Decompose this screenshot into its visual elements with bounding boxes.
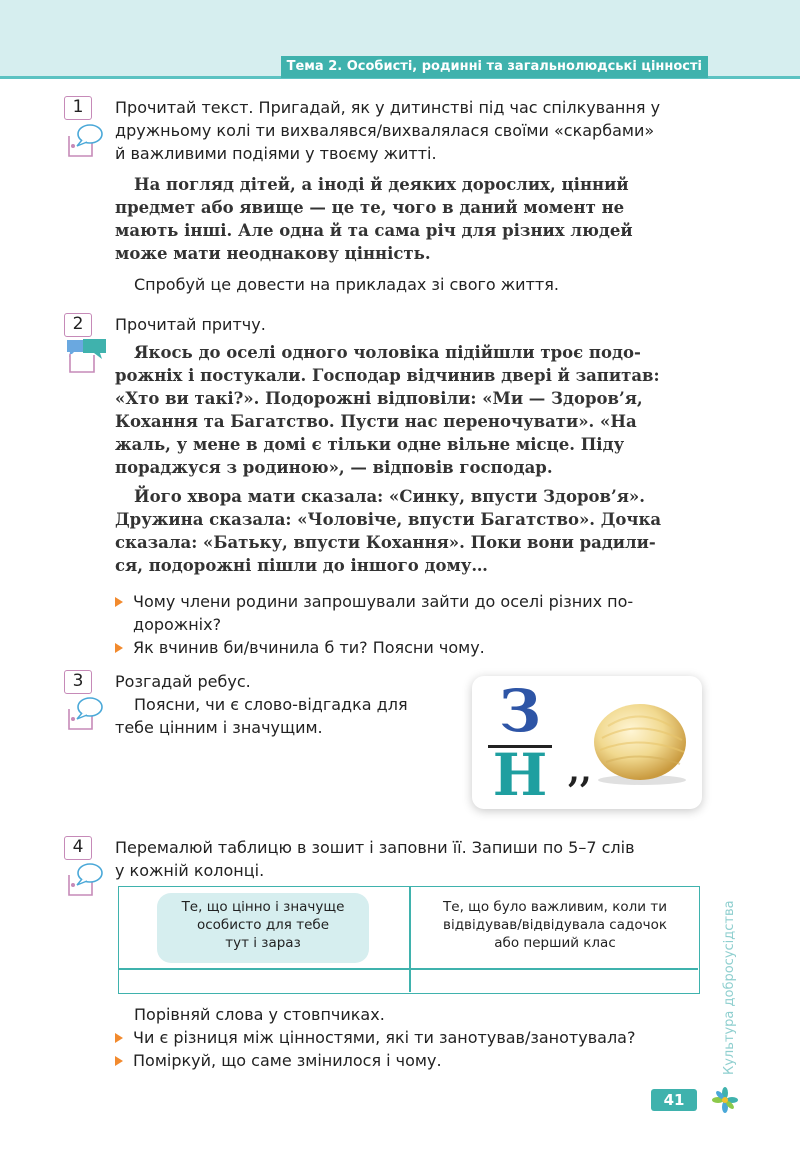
column-1-header-line: особисто для тебе (196, 917, 330, 933)
reading-line: може мати неоднакову цінність. (115, 244, 431, 263)
task-1-line: Прочитай текст. Пригадай, як у дитинстві під час спілкування у (115, 98, 661, 117)
parable-line: ся, подорожні пішли до іншого дому… (115, 556, 488, 575)
parable-line: сказала: «Батьку, впусти Кохання». Поки вони радили- (115, 533, 656, 552)
column-2-header-line: відвідував/відвідувала садочок (443, 917, 667, 933)
side-section-label: Культура добросусідства (722, 900, 737, 1075)
task-4-line: Перемалюй таблицю в зошит і заповни її. Запиши по 5–7 слів (115, 838, 635, 857)
task-1-line: дружньому колі ти вихвалявся/вихвалялася своїми «скарбами» (115, 121, 655, 140)
bullet-arrow (115, 1056, 123, 1066)
speech-bubble-icon (66, 695, 106, 733)
rebus-top-letter: З (499, 677, 541, 745)
bullet-arrow (115, 643, 123, 653)
task-2-number: 2 (64, 313, 92, 337)
task-4-line: у кожній колонці. (115, 861, 265, 880)
page-number: 41 (651, 1089, 697, 1111)
reading-line: предмет або явище — це те, чого в даний момент не (115, 198, 625, 217)
task-2-question: Чому члени родини запрошували зайти до оселі різних по- (133, 592, 634, 611)
task-1-after: Спробуй це довести на прикладах зі свого життя. (134, 275, 559, 294)
rebus-commas: ,, (568, 751, 592, 791)
table-column-divider (409, 887, 411, 992)
parable-line: жаль, у мене в домі є тільки одне вільне місце. Піду (115, 435, 625, 454)
rebus-bottom-letter: Н (492, 741, 548, 809)
reading-line: мають інші. Але одна й та сама річ для різних людей (115, 221, 633, 240)
task-4-compare: Порівняй слова у стовпчиках. (134, 1005, 385, 1024)
reading-line: На погляд дітей, а іноді й деяких дорослих, цінний (134, 175, 629, 194)
task-3-line: Розгадай ребус. (115, 672, 251, 691)
dialogue-bubbles-icon (66, 338, 108, 374)
bullet-arrow (115, 1033, 123, 1043)
task-4-question: Чи є різниця між цінностями, які ти занотував/занотувала? (133, 1028, 636, 1047)
parable-line: «Хто ви такі?». Подорожні відповіли: «Ми — Здоров’я, (115, 389, 643, 408)
parable-line: Кохання та Багатство. Пусти нас переночувати». «На (115, 412, 637, 431)
task-2-question: Як вчинив би/вчинила б ти? Поясни чому. (133, 638, 485, 657)
task-3-line: Поясни, чи є слово-відгадка для (134, 695, 408, 714)
column-2-header-line: Те, що було важливим, коли ти (443, 899, 667, 915)
task-2-question: дорожніх? (133, 615, 222, 634)
speech-bubble-icon (66, 122, 106, 160)
flower-icon (712, 1087, 738, 1113)
column-1-header-line: тут і зараз (225, 935, 301, 951)
task-3-line: тебе цінним і значущим. (115, 718, 323, 737)
column-1-header-line: Те, що цінно і значуще (181, 899, 345, 915)
table-row-divider (119, 968, 698, 970)
task-1-number: 1 (64, 96, 92, 120)
rebus-card (472, 676, 702, 809)
speech-bubble-icon (66, 861, 106, 899)
parable-line: пораджуся з родиною», — відповів господар. (115, 458, 553, 477)
values-table (118, 886, 700, 994)
task-2-intro: Прочитай притчу. (115, 315, 266, 334)
task-4-number: 4 (64, 836, 92, 860)
task-4-question: Поміркуй, що саме змінилося і чому. (133, 1051, 442, 1070)
parable-line: рожніх і постукали. Господар відчинив двері й запитав: (115, 366, 660, 385)
task-3-number: 3 (64, 670, 92, 694)
column-2-header-line: або перший клас (494, 935, 616, 951)
melon-image (590, 698, 690, 788)
parable-line: Дружина сказала: «Чоловіче, впусти Багатство». Дочка (115, 510, 662, 529)
parable-line: Його хвора мати сказала: «Синку, впусти Здоров’я». (134, 487, 645, 506)
parable-line: Якось до оселі одного чоловіка підійшли троє подо- (134, 343, 641, 362)
task-1-line: й важливими подіями у твоєму житті. (115, 144, 437, 163)
topic-label: Тема 2. Особисті, родинні та загальнолюдські цінності (281, 56, 708, 78)
bullet-arrow (115, 597, 123, 607)
